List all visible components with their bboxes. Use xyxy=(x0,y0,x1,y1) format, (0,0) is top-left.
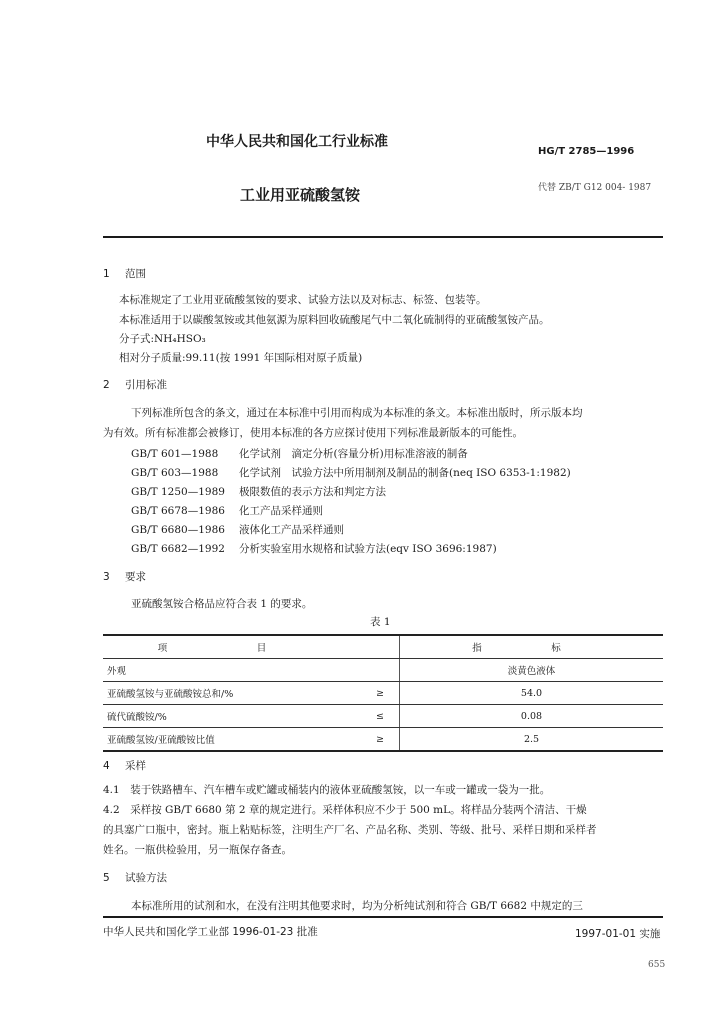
section-heading-2 xyxy=(103,377,167,392)
scope-paragraph-2: 本标准适用于以碳酸氢铵或其他氨源为原料回收硫酸尾气中二氧化硫制得的亚硫酸氢铵产品。 xyxy=(119,314,550,326)
section-heading-3 xyxy=(103,569,146,584)
row-operator: ≤ xyxy=(361,705,400,728)
section-number: 5 xyxy=(103,872,110,884)
reference-item xyxy=(131,446,468,461)
reference-title: 化学试剂 试验方法中所用制剂及制品的制备(neq ISO 6353-1:1982) xyxy=(239,467,571,479)
row-operator: ≥ xyxy=(361,728,400,752)
row-item: 亚硫酸氢铵/亚硫酸铵比值 xyxy=(103,728,361,752)
section-heading-4 xyxy=(103,758,146,773)
reference-title: 化工产品采样通则 xyxy=(239,505,323,517)
table-row xyxy=(103,705,663,728)
reference-item xyxy=(131,503,323,518)
replaces-code: 代替 ZB/T G12 004- 1987 xyxy=(538,183,652,193)
sampling-paragraph-2-line-2: 的具塞广口瓶中，密封。瓶上粘贴标签，注明生产厂名、产品名称、类别、等级、批号、采样日期和采样者 xyxy=(103,824,597,836)
section-heading-1 xyxy=(103,266,146,281)
sampling-paragraph-1: 4.1 装于铁路槽车、汽车槽车或贮罐或桶装内的液体亚硫酸氢铵，以一车或一罐或一袋为一批。 xyxy=(103,784,551,796)
section-title: 采样 xyxy=(125,760,146,772)
issuing-body: 中华人民共和国化工行业标准 xyxy=(206,134,388,150)
row-value: 2.5 xyxy=(400,728,664,752)
row-operator: ≥ xyxy=(361,682,400,705)
sampling-paragraph-2-line-1: 4.2 采样按 GB/T 6680 第 2 章的规定进行。采样体积应不少于 500 mL。将样品分装两个清洁、干燥 xyxy=(103,804,587,816)
reference-title: 化学试剂 滴定分析(容量分析)用标准溶液的制备 xyxy=(239,448,468,460)
section-title: 要求 xyxy=(125,571,146,583)
section-number: 2 xyxy=(103,379,110,391)
row-value: 淡黄色液体 xyxy=(400,659,664,682)
reference-title: 液体化工产品采样通则 xyxy=(239,524,344,536)
row-item: 外观 xyxy=(103,659,361,682)
reference-code: GB/T 603—1988 xyxy=(131,467,219,479)
reference-code: GB/T 601—1988 xyxy=(131,448,219,460)
reference-item xyxy=(131,465,571,480)
table-row xyxy=(103,728,663,752)
reference-item xyxy=(131,484,386,499)
section-number: 1 xyxy=(103,268,110,280)
column-header-operator xyxy=(361,635,400,659)
standard-code: HG/T 2785—1996 xyxy=(538,146,635,157)
column-header-item: 项 目 xyxy=(103,635,361,659)
reference-item xyxy=(131,522,344,537)
table-row xyxy=(103,682,663,705)
reference-code: GB/T 1250—1989 xyxy=(131,486,225,498)
section-heading-5 xyxy=(103,870,167,885)
footer-divider xyxy=(103,916,663,918)
approval-line: 中华人民共和国化学工业部 1996-01-23 批准 xyxy=(103,926,318,938)
page-number: 655 xyxy=(648,960,666,970)
section-title: 试验方法 xyxy=(125,872,167,884)
section-number: 3 xyxy=(103,571,110,583)
molecular-mass: 相对分子质量:99.11(按 1991 年国际相对原子质量) xyxy=(119,352,363,364)
document-title: 工业用亚硫酸氢铵 xyxy=(240,186,361,204)
section-number: 4 xyxy=(103,760,110,772)
scope-paragraph-1: 本标准规定了工业用亚硫酸氢铵的要求、试验方法以及对标志、标签、包装等。 xyxy=(119,294,487,306)
column-header-value: 指 标 xyxy=(400,635,664,659)
methods-paragraph-1: 本标准所用的试剂和水，在没有注明其他要求时，均为分析纯试剂和符合 GB/T 6682 中规定的三 xyxy=(131,900,583,912)
section-title: 范围 xyxy=(125,268,146,280)
row-value: 0.08 xyxy=(400,705,664,728)
reference-code: GB/T 6678—1986 xyxy=(131,505,225,517)
reference-title: 极限数值的表示方法和判定方法 xyxy=(239,486,386,498)
row-item: 硫代硫酸铵/% xyxy=(103,705,361,728)
references-intro-2: 为有效。所有标准都会被修订，使用本标准的各方应探讨使用下列标准最新版本的可能性。 xyxy=(103,427,523,439)
table-caption: 表 1 xyxy=(370,616,391,628)
molecular-formula: 分子式:NH₄HSO₃ xyxy=(119,333,206,345)
requirements-table xyxy=(103,634,663,752)
table-row xyxy=(103,659,663,682)
reference-title: 分析实验室用水规格和试验方法(eqv ISO 3696:1987) xyxy=(239,543,497,555)
header-divider xyxy=(103,236,663,238)
reference-item xyxy=(131,541,497,556)
references-intro-1: 下列标准所包含的条文，通过在本标准中引用而构成为本标准的条文。本标准出版时，所示版本均 xyxy=(131,407,583,419)
requirements-intro: 亚硫酸氢铵合格品应符合表 1 的要求。 xyxy=(131,598,313,610)
row-value: 54.0 xyxy=(400,682,664,705)
sampling-paragraph-2-line-3: 姓名。一瓶供检验用，另一瓶保存备查。 xyxy=(103,844,292,856)
row-item: 亚硫酸氢铵与亚硫酸铵总和/% xyxy=(103,682,361,705)
row-operator xyxy=(361,659,400,682)
reference-code: GB/T 6680—1986 xyxy=(131,524,225,536)
table-header-row xyxy=(103,635,663,659)
reference-code: GB/T 6682—1992 xyxy=(131,543,225,555)
section-title: 引用标准 xyxy=(125,379,167,391)
effective-date: 1997-01-01 实施 xyxy=(575,928,661,940)
